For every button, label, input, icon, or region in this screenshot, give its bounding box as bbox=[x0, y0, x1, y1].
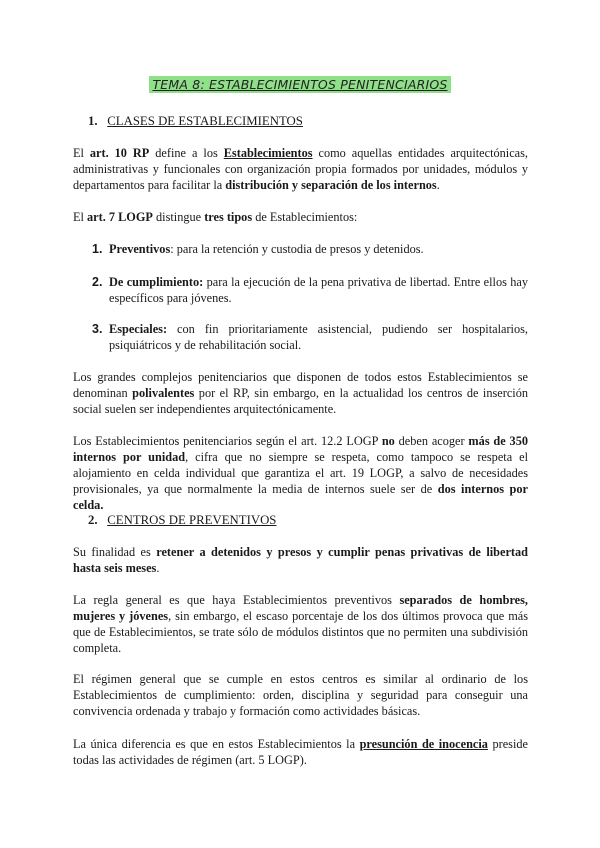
section1-title: CLASES DE ESTABLECIMIENTOS bbox=[107, 114, 303, 128]
section2-paragraph-1 bbox=[73, 544, 528, 576]
list-label: Especiales: bbox=[109, 322, 168, 336]
bold-run: tres tipos bbox=[204, 210, 253, 224]
document-title: TEMA 8: ESTABLECIMIENTOS PENITENCIARIOS bbox=[149, 76, 450, 93]
bold-run: art. 10 RP bbox=[89, 146, 150, 160]
text-run: de Establecimientos: bbox=[252, 210, 358, 224]
list-item bbox=[92, 241, 528, 257]
bold-run: separados de hombres, mujeres y jóvenes bbox=[73, 593, 528, 623]
section1-heading bbox=[88, 114, 303, 129]
section2-paragraph-4 bbox=[73, 736, 528, 768]
list-text: con fin prioritariamente asistencial, pudiendo ser hospitalarios, psiquiátricos y de rehabilitación social. bbox=[109, 322, 528, 352]
text-run: La regla general es que haya Establecimientos preventivos bbox=[73, 593, 400, 607]
text-run: como aquellas entidades arquitectónicas, administrativas y funcionales con organización propia formados por unidades, módulos y departamentos para facilitar la bbox=[73, 146, 528, 192]
list-text: : para la retención y custodia de presos y detenidos. bbox=[170, 242, 424, 256]
text-run: Su finalidad es bbox=[73, 545, 157, 559]
section1-number: 1. bbox=[88, 114, 98, 128]
bold-run: más de 350 internos por unidad bbox=[73, 434, 528, 464]
bold-run: no bbox=[381, 434, 395, 448]
list-text: para la ejecución de la pena privativa de libertad. Entre ellos hay específicos para jóvenes. bbox=[109, 275, 529, 305]
list-number: 1. bbox=[92, 242, 103, 256]
list-number: 3. bbox=[92, 322, 103, 336]
list-item bbox=[92, 321, 528, 353]
section2-title: CENTROS DE PREVENTIVOS bbox=[107, 513, 277, 527]
section2-number: 2. bbox=[88, 513, 98, 527]
text-run: , sin embargo, el escaso porcentaje de los dos últimos provoca que más que de Establecimientos, se trate sólo de módulos distintos que no permiten una subdivisión completa. bbox=[73, 609, 529, 655]
section1-paragraph-4 bbox=[73, 433, 528, 513]
text-run: . bbox=[156, 561, 160, 575]
bold-run: dos internos por celda. bbox=[73, 482, 529, 512]
list-label: De cumplimiento: bbox=[109, 275, 204, 289]
text-run: deben acoger bbox=[394, 434, 469, 448]
text-run: preside todas las actividades de régimen (art. 5 LOGP). bbox=[73, 737, 528, 767]
bold-run: retener a detenidos y presos y cumplir penas privativas de libertad hasta seis meses bbox=[73, 545, 528, 575]
text-run: , cifra que no siempre se respeta, como tampoco se respeta el alojamiento en celda individual que garantiza el art. 19 LOGP, a salvo de necesidades provisionales, ya que normalmente la media de internos suele ser de bbox=[73, 450, 528, 496]
bold-run: polivalentes bbox=[132, 386, 195, 400]
text-run: El bbox=[73, 210, 88, 224]
list-label: Preventivos bbox=[109, 242, 171, 256]
section1-paragraph-3 bbox=[73, 369, 528, 417]
section2-heading bbox=[88, 513, 276, 528]
text-run: Los grandes complejos penitenciarios que disponen de todos estos Establecimientos se denominan bbox=[73, 370, 528, 400]
text-run: por el RP, sin embargo, en la actualidad los centros de inserción social suelen ser independientes arquitectónicamente. bbox=[73, 386, 528, 416]
text-run: distingue bbox=[152, 210, 205, 224]
underlined-term: presunción de inocencia bbox=[359, 737, 488, 751]
section1-paragraph-1 bbox=[73, 145, 528, 193]
underlined-term: Establecimientos bbox=[223, 146, 313, 160]
text-run: La única diferencia es que en estos Establecimientos la bbox=[73, 737, 360, 751]
section2-paragraph-2 bbox=[73, 592, 528, 656]
bold-run: distribución y separación de los internos bbox=[225, 178, 437, 192]
section1-paragraph-2 bbox=[73, 209, 528, 225]
title-container bbox=[0, 76, 600, 94]
list-item bbox=[92, 274, 528, 306]
text-run: . bbox=[436, 178, 440, 192]
section2-paragraph-3: El régimen general que se cumple en estos centros es similar al ordinario de los Establecimientos de cumplimiento: orden, disciplina y seguridad para conseguir una convivencia ordenada y trabajo y formación como actividades básicas. bbox=[73, 672, 528, 718]
text-run: define a los bbox=[149, 146, 224, 160]
text-run: Los Establecimientos penitenciarios según el art. 12.2 LOGP bbox=[73, 434, 382, 448]
bold-run: art. 7 LOGP bbox=[87, 210, 153, 224]
text-run: El bbox=[73, 146, 90, 160]
list-number: 2. bbox=[92, 275, 103, 289]
